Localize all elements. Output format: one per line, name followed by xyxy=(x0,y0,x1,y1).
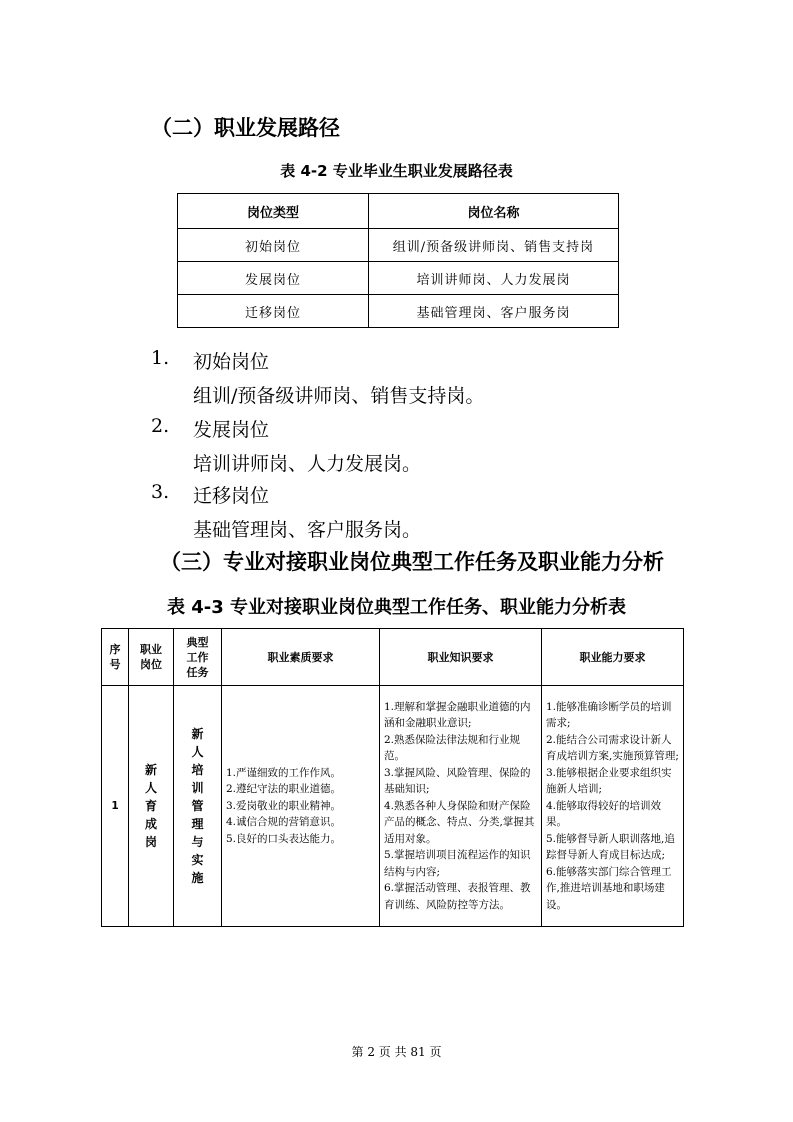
section-title-career-path: （二）职业发展路径 xyxy=(151,116,340,140)
table-row xyxy=(102,686,684,927)
post-name-cell: 组训/预备级讲师岗、销售支持岗 xyxy=(369,229,619,262)
quality-cell: 1.严谨细致的工作作风。 2.遵纪守法的职业道德。 3.爱岗敬业的职业精神。 4.诚信合规的营销意识。 5.良好的口头表达能力。 xyxy=(222,686,380,927)
list-item-number: 1. xyxy=(151,347,170,369)
table-4-3-caption: 表 4-3 专业对接职业岗位典型工作任务、职业能力分析表 xyxy=(166,597,627,618)
header-post: 职业岗位 xyxy=(129,629,174,686)
table-4-2-caption: 表 4-2 专业毕业生职业发展路径表 xyxy=(280,162,513,180)
page-footer: 第 2 页 共 81 页 xyxy=(351,1045,442,1059)
list-item-number: 2. xyxy=(151,415,170,437)
header-post-type: 岗位类型 xyxy=(178,194,369,229)
header-task: 典型工作任务 xyxy=(174,629,222,686)
table-row xyxy=(178,295,619,328)
list-item-desc: 基础管理岗、客户服务岗。 xyxy=(193,519,422,541)
post-type-cell: 初始岗位 xyxy=(178,229,369,262)
header-knowledge: 职业知识要求 xyxy=(380,629,542,686)
header-ability: 职业能力要求 xyxy=(542,629,684,686)
header-number: 序号 xyxy=(102,629,129,686)
post-name-cell: 培训讲师岗、人力发展岗 xyxy=(369,262,619,295)
list-item-desc: 培训讲师岗、人力发展岗。 xyxy=(193,453,422,475)
list-item-desc: 组训/预备级讲师岗、销售支持岗。 xyxy=(193,385,485,407)
table-row xyxy=(178,262,619,295)
post-name-cell: 基础管理岗、客户服务岗 xyxy=(369,295,619,328)
list-item-title: 初始岗位 xyxy=(193,351,270,373)
row-number: 1 xyxy=(102,686,129,927)
career-path-table xyxy=(177,193,619,328)
header-quality: 职业素质要求 xyxy=(222,629,380,686)
list-item-title: 发展岗位 xyxy=(193,419,270,441)
table-header-row xyxy=(102,629,684,686)
header-post-name: 岗位名称 xyxy=(369,194,619,229)
knowledge-cell: 1.理解和掌握金融职业道德的内涵和金融职业意识; 2.熟悉保险法律法规和行业规范。 3.掌握风险、风险管理、保险的基础知识; 4.熟悉各种人身保险和财产保险产品的概念、特点、分类,掌握其适用对象。 5.掌握培训项目流程运作的知识结构与内容; 6.掌握活动管理、表报管理、教育训练、风险防控等方法。 xyxy=(380,686,542,927)
post-type-cell: 迁移岗位 xyxy=(178,295,369,328)
ability-cell: 1.能够准确诊断学员的培训需求; 2.能结合公司需求设计新人育成培训方案,实施预算管理; 3.能够根据企业要求组织实施新人培训; 4.能够取得较好的培训效果。 5.能够督导新人职训落地,追踪督导新人育成目标达成; 6.能够落实部门综合管理工作,推进培训基地和职场建设。 xyxy=(542,686,684,927)
table-row xyxy=(178,229,619,262)
table-header-row xyxy=(178,194,619,229)
post-type-cell: 发展岗位 xyxy=(178,262,369,295)
task-cell: 新人培训管理与实施 xyxy=(174,686,222,927)
post-cell: 新人育成岗 xyxy=(129,686,174,927)
list-item-title: 迁移岗位 xyxy=(193,485,270,507)
task-ability-table xyxy=(101,628,684,927)
section-title-task-analysis: （三）专业对接职业岗位典型工作任务及职业能力分析 xyxy=(160,550,664,574)
list-item-number: 3. xyxy=(151,481,170,503)
